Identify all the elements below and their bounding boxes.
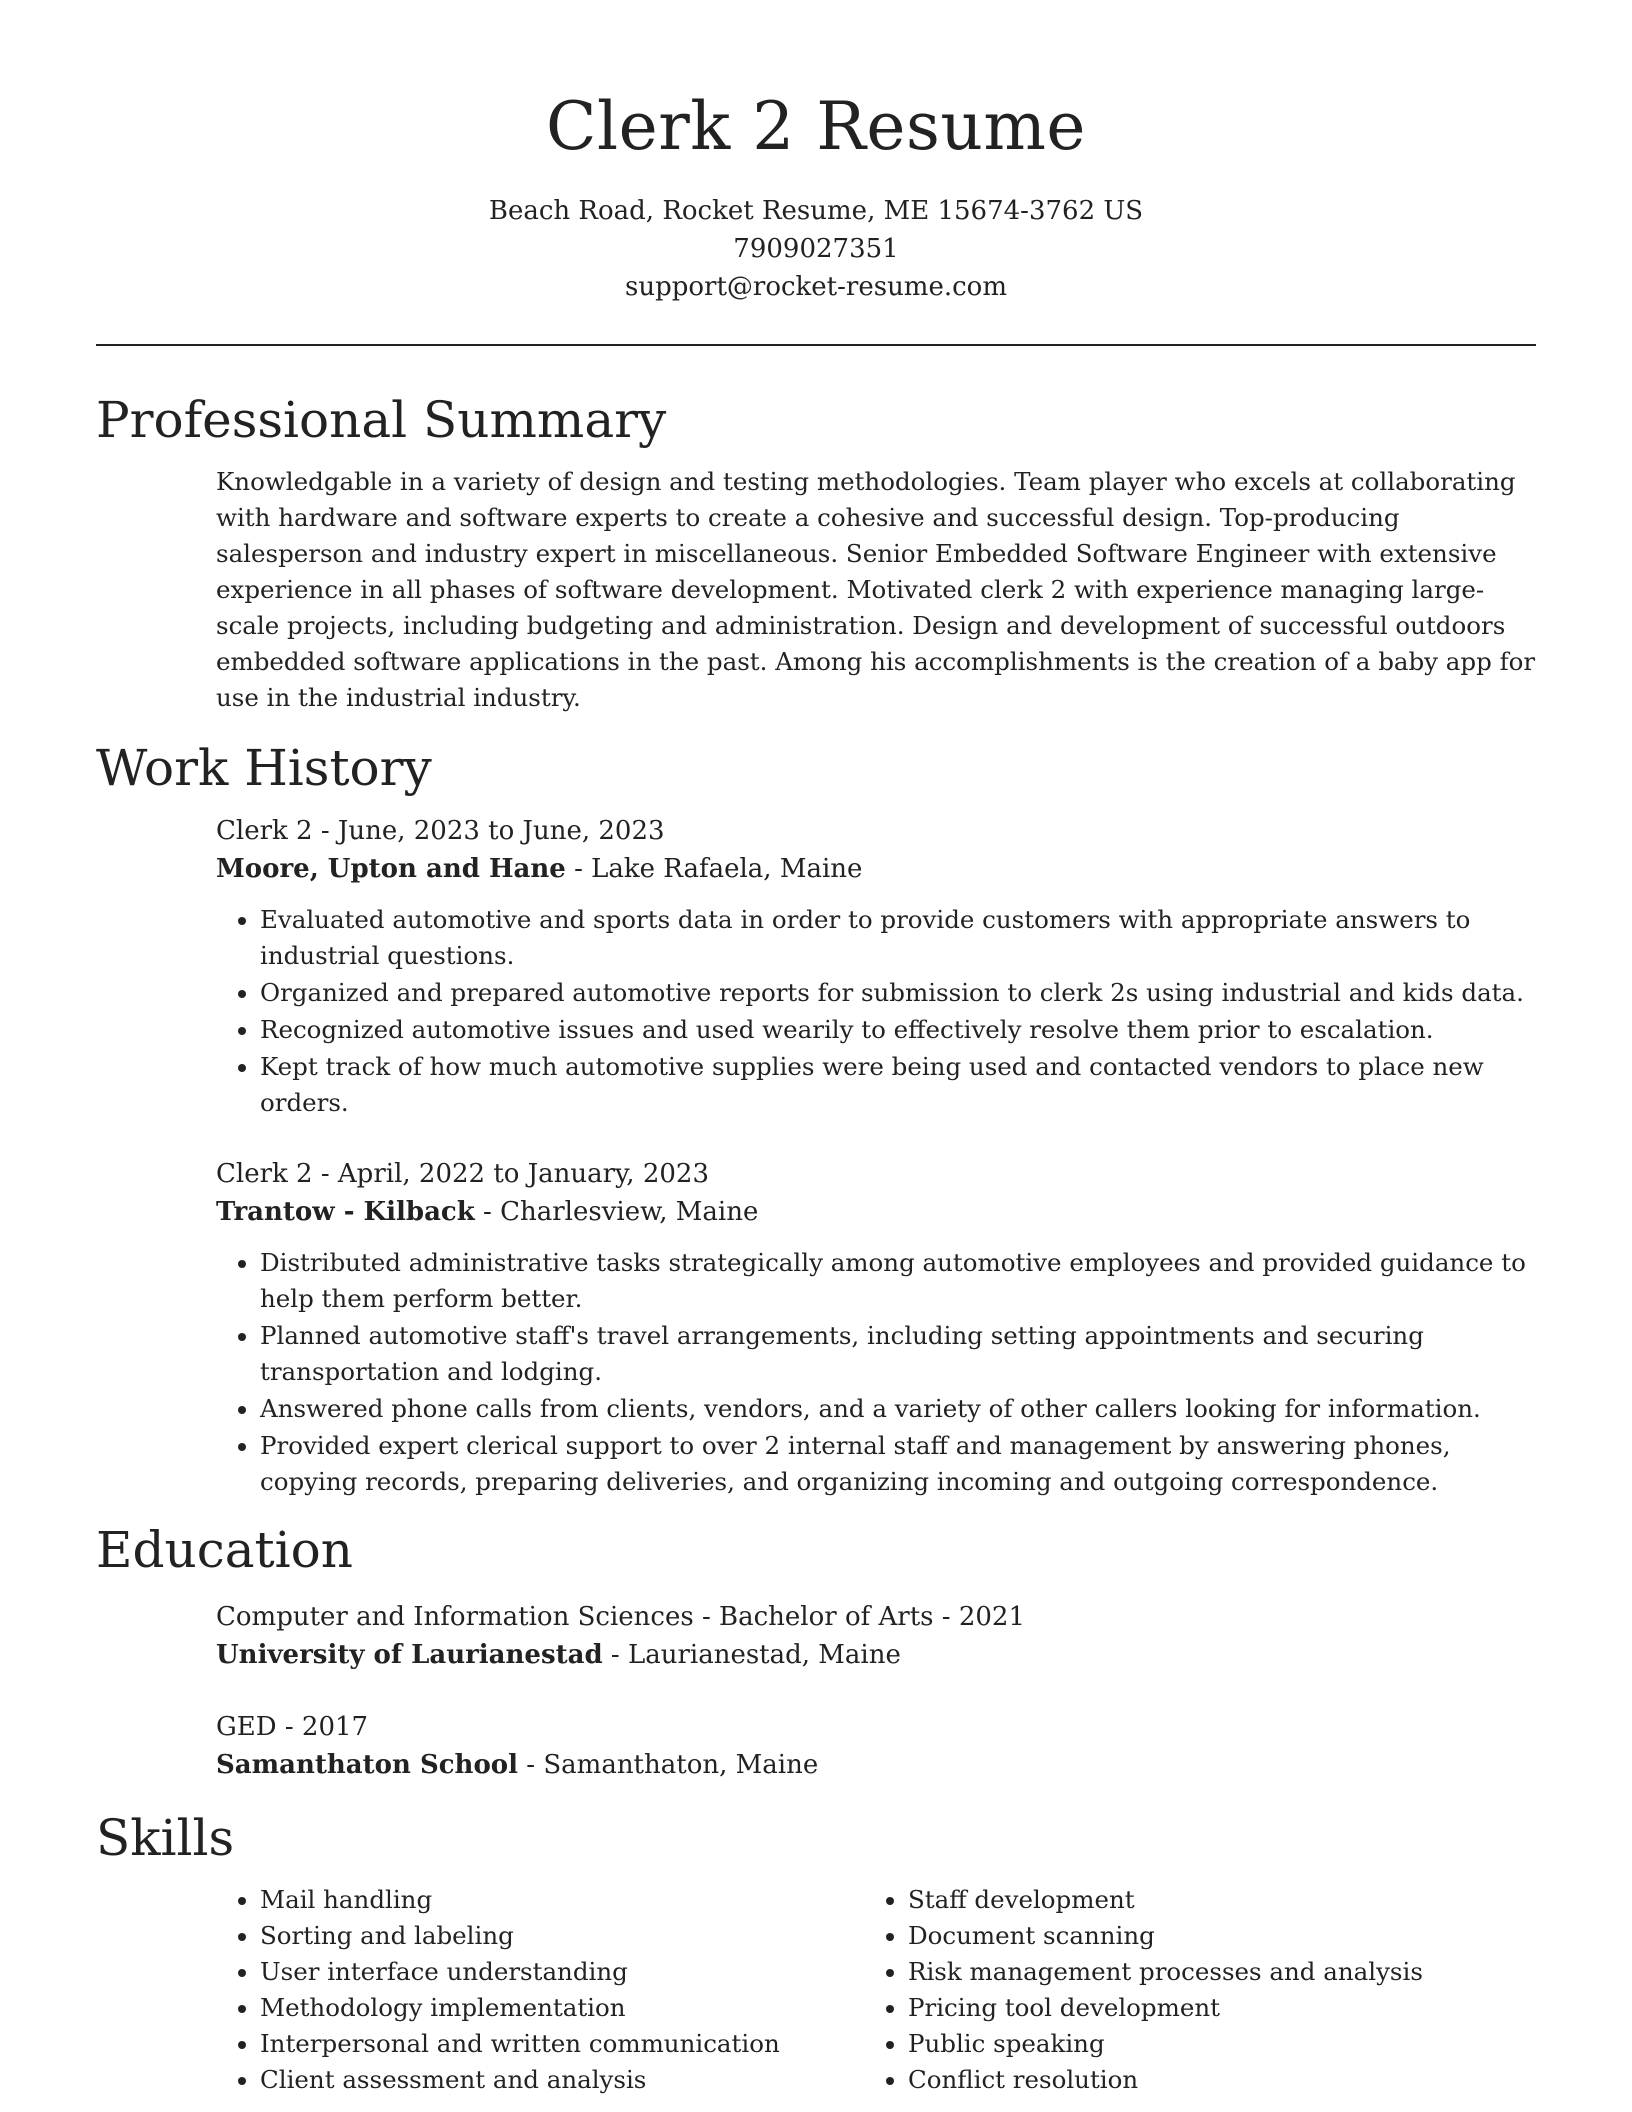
skill-item: • Staff development (908, 1882, 1512, 1918)
education-section (96, 1598, 1536, 1784)
skill-item: • User interface understanding (260, 1954, 864, 1990)
job-title-dates: Clerk 2 - June, 2023 to June, 2023 (216, 816, 665, 846)
job-bullet: • Planned automotive staff's travel arrangements, including setting appointments and securing transportation and lodging. (260, 1318, 1536, 1390)
work-history-section (96, 812, 1536, 1500)
summary-heading: Professional Summary (96, 391, 667, 449)
education-entry (216, 1708, 1536, 1784)
job-location: - Lake Rafaela, Maine (565, 854, 863, 884)
education-school-line (216, 1746, 1536, 1784)
work-history-heading: Work History (96, 739, 432, 797)
job-bullet: • Evaluated automotive and sports data in order to provide customers with appropriate answers to industrial questions. (260, 902, 1536, 974)
header-divider (96, 344, 1536, 346)
job-location: - Charlesview, Maine (474, 1197, 759, 1227)
skill-item: • Document scanning (908, 1918, 1512, 1954)
job-bullets (216, 1245, 1536, 1500)
skill-item: • Pricing tool development (908, 1990, 1512, 2026)
job-bullet: • Provided expert clerical support to over 2 internal staff and management by answering phones, copying records, preparing deliveries, and organizing incoming and outgoing correspondence. (260, 1428, 1536, 1500)
skill-item: • Conflict resolution (908, 2062, 1512, 2098)
education-degree: Computer and Information Sciences - Bachelor of Arts - 2021 (216, 1602, 1025, 1632)
job-company-line (216, 1193, 1536, 1231)
skills-heading: Skills (96, 1809, 235, 1867)
skills-columns (216, 1882, 1536, 2098)
job-bullets (216, 902, 1536, 1121)
job-company: Moore, Upton and Hane (216, 854, 566, 884)
summary-section (96, 464, 1536, 716)
job-bullet: • Recognized automotive issues and used wearily to effectively resolve them prior to escalation. (260, 1012, 1536, 1048)
skill-item: • Public speaking (908, 2026, 1512, 2062)
summary-text: Knowledgable in a variety of design and testing methodologies. Team player who excels at collaborating with hardware and software experts to create a cohesive and successful design. Top-producing salesperson and industry expert in miscellaneous. Senior Embedded Software Engineer with extensive experience in all phases of software development. Motivated clerk 2 with experience managing large-scale projects, including budgeting and administration. Design and development of successful outdoors embedded software applications in the past. Among his accomplishments is the creation of a baby app for use in the industrial industry. (216, 467, 1536, 712)
skill-item: • Sorting and labeling (260, 1918, 864, 1954)
contact-phone: 7909027351 (733, 234, 899, 264)
job-bullet: • Kept track of how much automotive supplies were being used and contacted vendors to place new orders. (260, 1049, 1536, 1121)
skills-column-right (864, 1882, 1512, 2098)
skills-column-left (216, 1882, 864, 2098)
education-school: Samanthaton School (216, 1750, 519, 1780)
education-location: - Samanthaton, Maine (518, 1750, 819, 1780)
education-location: - Laurianestad, Maine (602, 1640, 901, 1670)
job-company: Trantow - Kilback (216, 1197, 475, 1227)
skills-section (96, 1882, 1536, 2098)
job-bullet: • Distributed administrative tasks strategically among automotive employees and provided guidance to help them perform better. (260, 1245, 1536, 1317)
skill-item: • Mail handling (260, 1882, 864, 1918)
skill-item: • Methodology implementation (260, 1990, 864, 2026)
skill-item: • Interpersonal and written communication (260, 2026, 864, 2062)
contact-block (96, 192, 1536, 306)
job-company-line (216, 850, 1536, 888)
contact-address: Beach Road, Rocket Resume, ME 15674-3762 US (488, 196, 1144, 226)
education-school-line (216, 1636, 1536, 1674)
job-bullet: • Organized and prepared automotive reports for submission to clerk 2s using industrial and kids data. (260, 975, 1536, 1011)
education-school: University of Laurianestad (216, 1640, 603, 1670)
job-bullet: • Answered phone calls from clients, vendors, and a variety of other callers looking for information. (260, 1391, 1536, 1427)
resume-title: Clerk 2 Resume (546, 88, 1086, 165)
job-entry (216, 1155, 1536, 1500)
job-entry (216, 812, 1536, 1121)
job-title-dates: Clerk 2 - April, 2022 to January, 2023 (216, 1159, 709, 1189)
contact-email: support@rocket-resume.com (624, 272, 1007, 302)
education-heading: Education (96, 1521, 353, 1579)
skill-item: • Risk management processes and analysis (908, 1954, 1512, 1990)
education-entry (216, 1598, 1536, 1674)
education-degree: GED - 2017 (216, 1712, 369, 1742)
skill-item: • Client assessment and analysis (260, 2062, 864, 2098)
